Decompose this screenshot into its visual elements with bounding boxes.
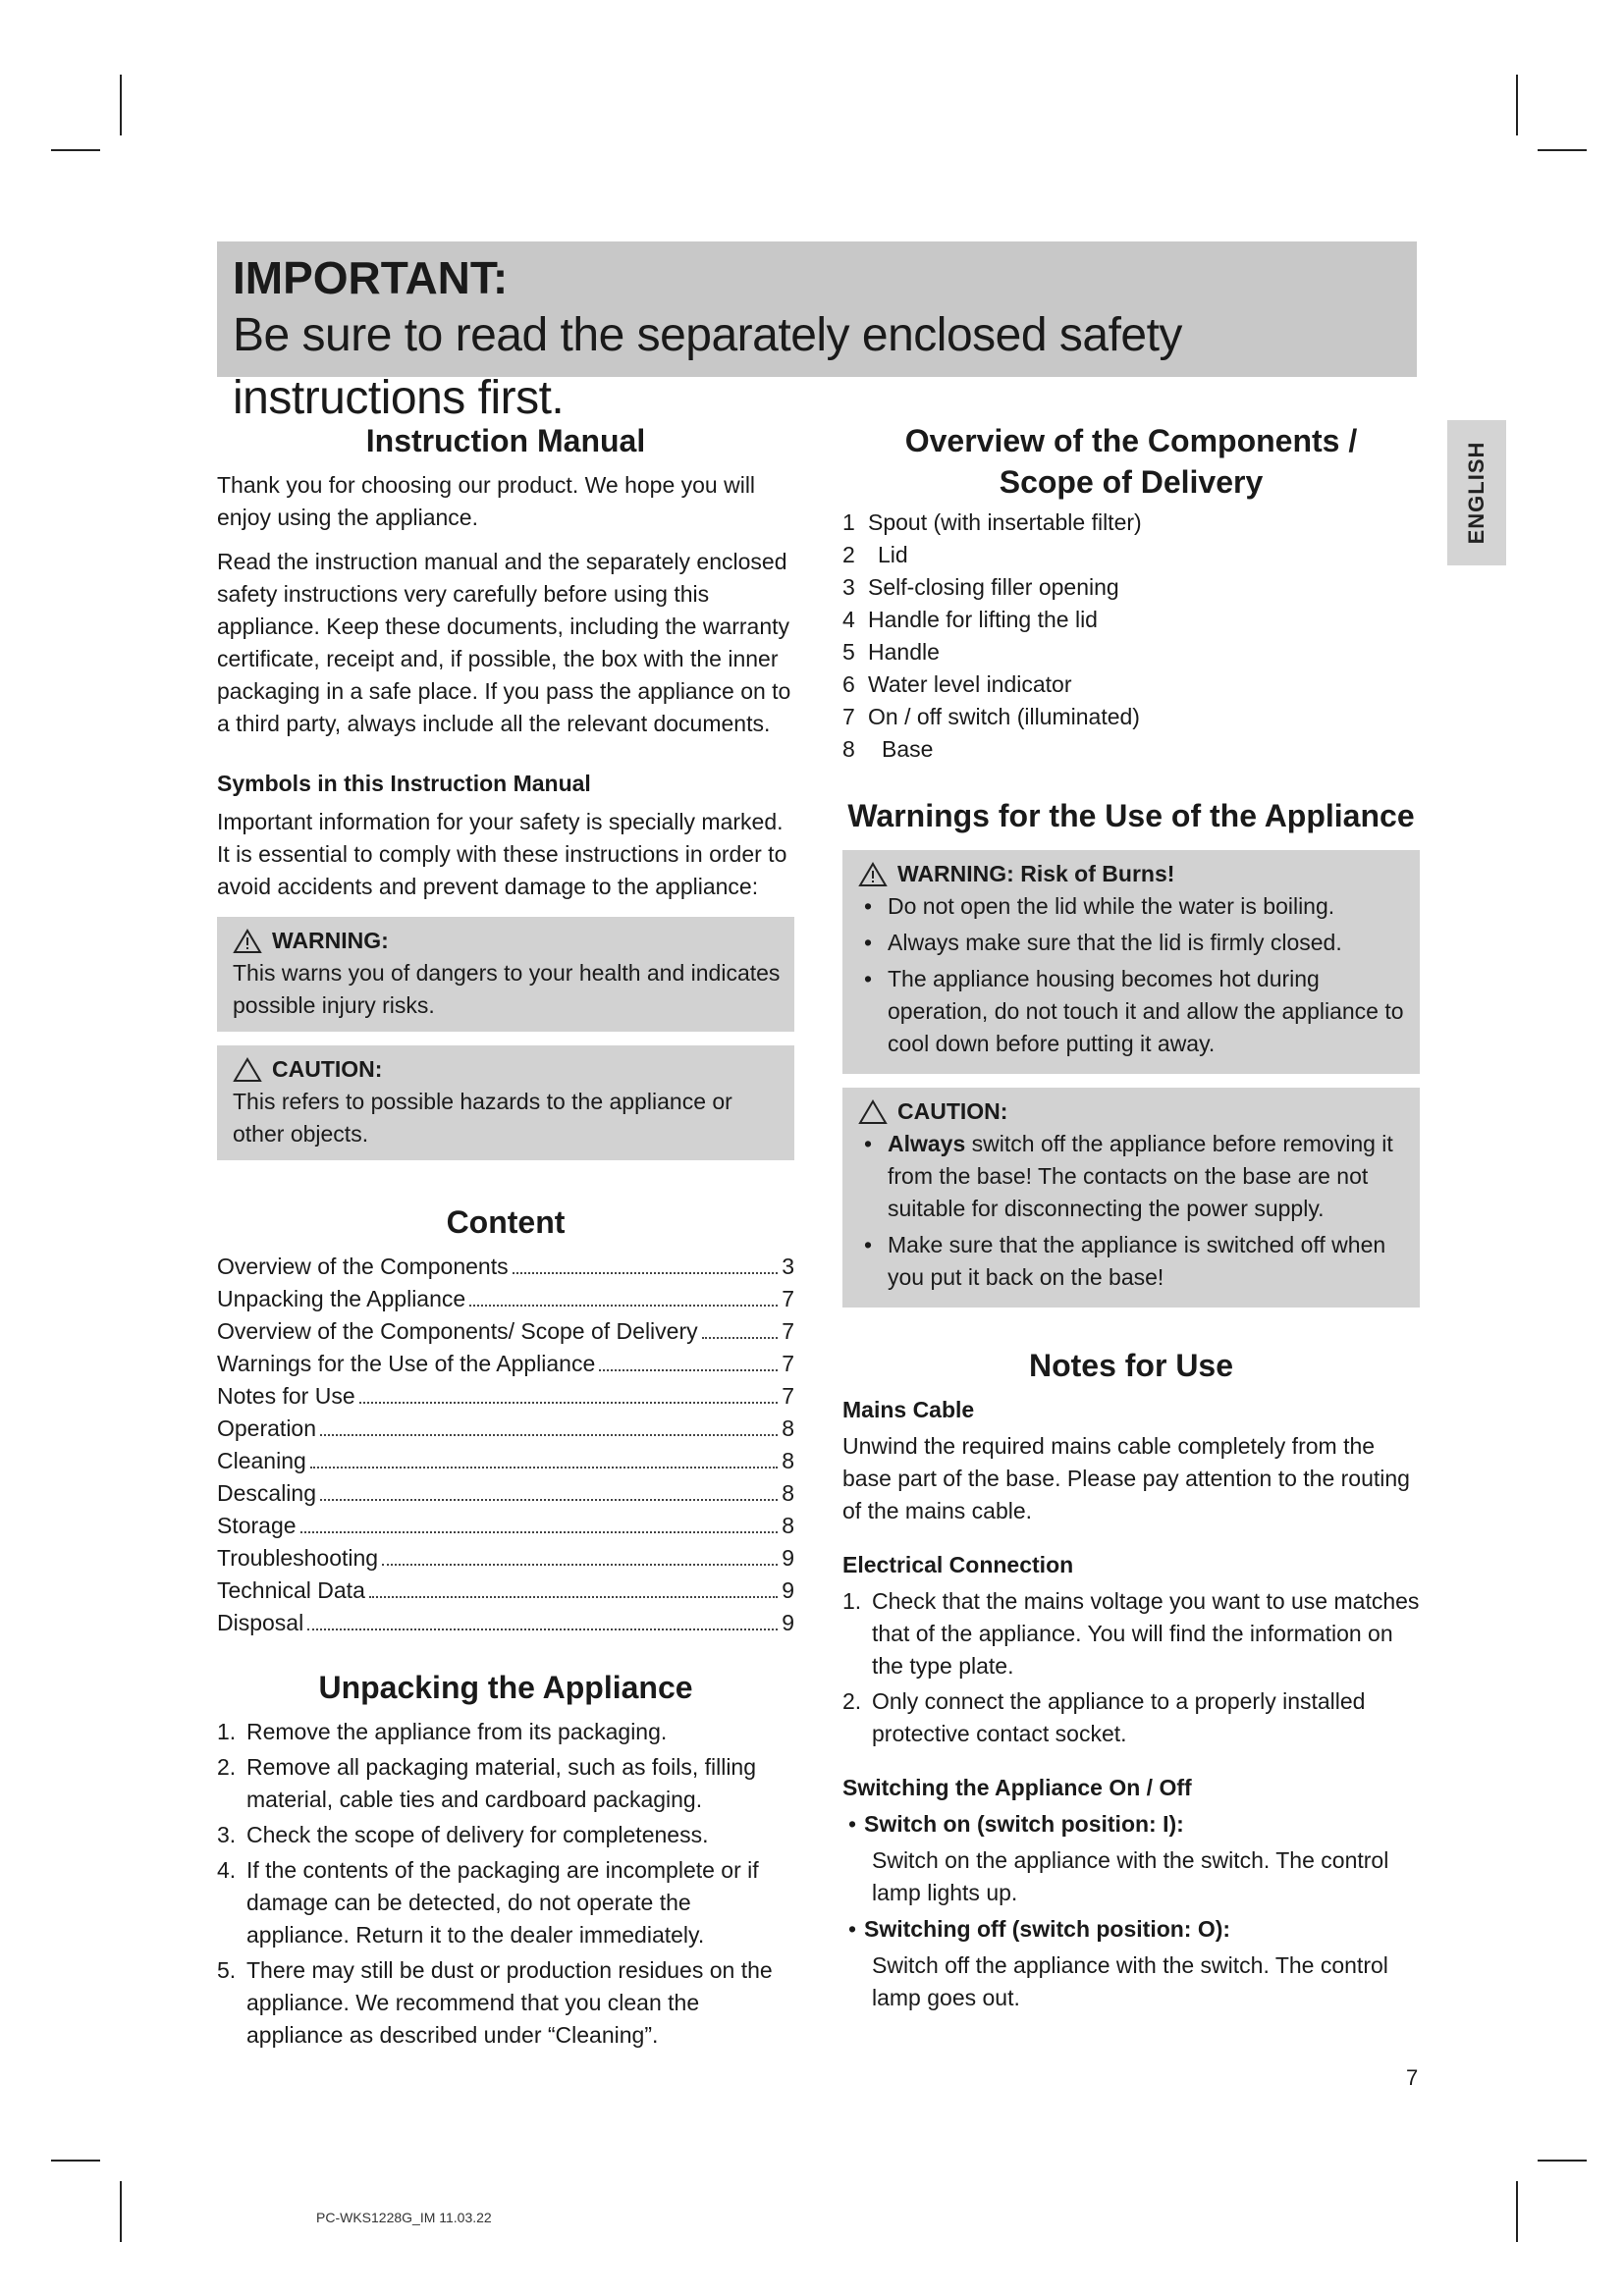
list-item: 3. Check the scope of delivery for completeness.: [217, 1822, 709, 1847]
toc-row: [217, 1542, 794, 1575]
caution-title: CAUTION:: [272, 1056, 383, 1082]
warning-text: This warns you of dangers to your health and indicates possible injury risks.: [233, 960, 781, 1018]
burn-warning-list: [858, 890, 1406, 1060]
page-number: 7: [1406, 2065, 1419, 2090]
burn-warning-title: WARNING: Risk of Burns!: [897, 861, 1175, 886]
base-caution-list: [858, 1128, 1406, 1294]
toc-row: [217, 1315, 794, 1348]
list-item: 2. Only connect the appliance to a properly installed protective contact socket.: [842, 1688, 1366, 1746]
content-section: [217, 1201, 794, 1639]
list-item: 7 On / off switch (illuminated): [842, 704, 1140, 729]
crop-mark: [120, 75, 122, 135]
overview-heading: Overview of the Components / Scope of Delivery: [904, 423, 1358, 500]
unpacking-heading: Unpacking the Appliance: [318, 1670, 693, 1705]
toc-row: [217, 1283, 794, 1315]
toc-title: Cleaning: [217, 1448, 306, 1473]
list-item: • Switch on (switch position: I):: [842, 1808, 1420, 1841]
warning-triangle-icon: [233, 929, 262, 954]
list-item: • Make sure that the appliance is switched off when you put it back on the base!: [858, 1229, 1406, 1294]
switching-heading: Switching the Appliance On / Off: [842, 1775, 1192, 1800]
toc-title: Notes for Use: [217, 1383, 355, 1409]
list-item: 1. Check that the mains voltage you want to use matches that of the appliance. You will find the information on the type plate.: [842, 1588, 1420, 1679]
toc-page: 8: [782, 1448, 794, 1473]
caution-triangle-icon: [858, 1099, 888, 1125]
list-item: • Switching off (switch position: O):: [842, 1913, 1420, 1946]
toc-page: 7: [782, 1383, 794, 1409]
list-item: 2 Lid: [842, 542, 908, 567]
list-item: 3 Self-closing filler opening: [842, 574, 1119, 600]
toc-row: [217, 1607, 794, 1639]
toc-page: 9: [782, 1545, 794, 1571]
warnings-section: [842, 795, 1420, 1308]
banner-subtitle: Be sure to read the separately enclosed safety instructions first.: [233, 309, 1182, 424]
mains-cable-heading: Mains Cable: [842, 1397, 975, 1422]
list-item: 4. If the contents of the packaging are incomplete or if damage can be detected, do not operate the appliance. Return it to the dealer immediately.: [217, 1857, 759, 1948]
warnings-heading: Warnings for the Use of the Appliance: [847, 798, 1415, 833]
read-paragraph: Read the instruction manual and the separately enclosed safety instructions very carefully before using this appliance. Keep these documents, including the warranty certificate, receipt and, if possible, the box with the inner packaging in a safe place. If you pass the appliance on to a third party, always include all the relevant documents.: [217, 549, 791, 736]
banner-title: IMPORTANT:: [233, 252, 509, 303]
crop-mark: [1538, 149, 1587, 151]
crop-mark: [1538, 2160, 1587, 2162]
toc-title: Troubleshooting: [217, 1545, 379, 1571]
switch-off-text: Switch off the appliance with the switch. The control lamp goes out.: [872, 1952, 1388, 2010]
toc-title: Warnings for the Use of the Appliance: [217, 1351, 596, 1376]
instruction-manual-heading: Instruction Manual: [365, 423, 646, 458]
symbols-heading: Symbols in this Instruction Manual: [217, 771, 591, 796]
toc-title: Operation: [217, 1415, 317, 1441]
toc-page: 8: [782, 1480, 794, 1506]
left-column: [217, 420, 794, 2061]
warning-triangle-icon: [858, 862, 888, 887]
mains-cable-text: Unwind the required mains cable completely from the base part of the base. Please pay attention to the routing of the mains cable.: [842, 1433, 1410, 1523]
toc-row: [217, 1477, 794, 1510]
warning-title: WARNING:: [272, 928, 389, 953]
toc-page: 7: [782, 1351, 794, 1376]
list-item: 5 Handle: [842, 639, 940, 665]
toc-title: Technical Data: [217, 1577, 365, 1603]
footer-code: PC-WKS1228G_IM 11.03.22: [316, 2210, 492, 2225]
list-item: • Always make sure that the lid is firmly closed.: [858, 927, 1406, 959]
toc-title: Descaling: [217, 1480, 316, 1506]
toc-page: 3: [782, 1254, 794, 1279]
crop-mark: [1516, 75, 1518, 135]
list-item: • Always switch off the appliance before removing it from the base! The contacts on the base are not suitable for disconnecting the power supply.: [858, 1128, 1406, 1225]
right-column: [842, 420, 1420, 2018]
toc-page: 8: [782, 1415, 794, 1441]
toc-title: Storage: [217, 1513, 297, 1538]
instruction-manual-section: [217, 420, 794, 740]
crop-mark: [1516, 2181, 1518, 2242]
toc-page: 9: [782, 1610, 794, 1635]
language-tab: [1447, 420, 1506, 565]
toc-title: Overview of the Components/ Scope of Delivery: [217, 1318, 698, 1344]
symbols-section: [217, 768, 794, 1160]
list-item: 6 Water level indicator: [842, 671, 1072, 697]
components-list: [842, 507, 1420, 766]
notes-heading: Notes for Use: [1028, 1348, 1234, 1383]
symbols-paragraph: Important information for your safety is specially marked. It is essential to comply with these instructions in order to avoid accidents and prevent damage to the appliance:: [217, 809, 787, 899]
base-caution-box: [842, 1088, 1420, 1308]
unpacking-steps: [217, 1716, 794, 2052]
unpacking-section: [217, 1667, 794, 2052]
toc-page: 8: [782, 1513, 794, 1538]
intro-paragraph: Thank you for choosing our product. We hope you will enjoy using the appliance.: [217, 472, 756, 530]
important-banner: [217, 241, 1417, 424]
toc-row: [217, 1380, 794, 1413]
table-of-contents: [217, 1251, 794, 1639]
toc-title: Disposal: [217, 1610, 304, 1635]
toc-row: [217, 1445, 794, 1477]
electrical-heading: Electrical Connection: [842, 1552, 1074, 1577]
list-item: 4 Handle for lifting the lid: [842, 607, 1098, 632]
toc-page: 9: [782, 1577, 794, 1603]
base-caution-title: CAUTION:: [897, 1098, 1008, 1124]
list-item: 1. Remove the appliance from its packaging.: [217, 1719, 668, 1744]
list-item: • The appliance housing becomes hot during operation, do not touch it and allow the appliance to cool down before putting it away.: [858, 963, 1406, 1060]
switch-on-text: Switch on the appliance with the switch. The control lamp lights up.: [872, 1847, 1389, 1905]
caution-triangle-icon: [233, 1057, 262, 1083]
toc-row: [217, 1575, 794, 1607]
notes-section: [842, 1345, 1420, 2014]
toc-row: [217, 1510, 794, 1542]
list-item: 5. There may still be dust or production residues on the appliance. We recommend that you clean the appliance as described under “Cleaning”.: [217, 1957, 773, 2048]
list-item: 1 Spout (with insertable filter): [842, 509, 1142, 535]
caution-text: This refers to possible hazards to the appliance or other objects.: [233, 1089, 732, 1147]
content-heading: Content: [446, 1204, 566, 1240]
switching-list: [842, 1808, 1420, 1841]
electrical-steps: [842, 1585, 1420, 1750]
toc-page: 7: [782, 1286, 794, 1311]
toc-title: Overview of the Components: [217, 1254, 509, 1279]
crop-mark: [51, 149, 100, 151]
list-item: 8 Base: [842, 736, 934, 762]
crop-mark: [120, 2181, 122, 2242]
language-label: ENGLISH: [1464, 441, 1489, 545]
overview-section: [842, 420, 1420, 766]
toc-row: [217, 1413, 794, 1445]
toc-page: 7: [782, 1318, 794, 1344]
toc-title: Unpacking the Appliance: [217, 1286, 466, 1311]
crop-mark: [51, 2160, 100, 2162]
warning-box: [217, 917, 794, 1032]
caution-box: [217, 1045, 794, 1160]
switching-list-off: [842, 1913, 1420, 1946]
toc-row: [217, 1348, 794, 1380]
list-item: 2. Remove all packaging material, such as foils, filling material, cable ties and cardboard packaging.: [217, 1754, 757, 1812]
burn-warning-box: [842, 850, 1420, 1074]
list-item: • Do not open the lid while the water is boiling.: [858, 890, 1406, 923]
toc-row: [217, 1251, 794, 1283]
